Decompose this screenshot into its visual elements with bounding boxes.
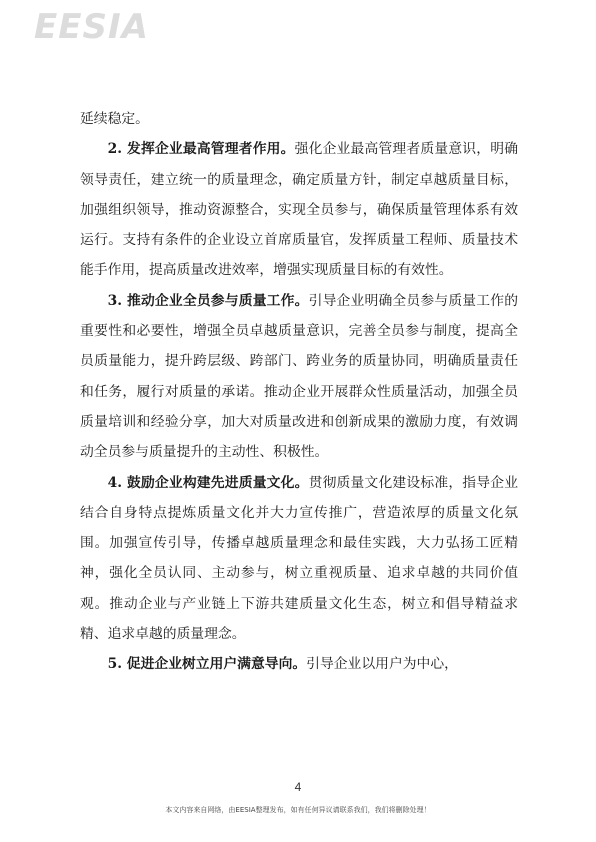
paragraph-5-lead: 5. 促进企业树立用户满意导向。	[107, 656, 307, 673]
paragraph-4-text: 贯彻质量文化建设标准，指导企业结合自身特点提炼质量文化并大力宣传推广，营造浓厚的质量文化氛围。加强宣传引导，传播卓越质量理念和最佳实践，大力弘扬工匠精神，强化全员认同、主动参与，树立重视质量、追求卓越的共同价值观。推动企业与产业链上下游共建质量文化生态，树立和倡导精益求精、追求卓越的质量理念。	[80, 474, 518, 643]
paragraph-2	[80, 134, 518, 285]
paragraph-5-text: 引导企业以用户为中心，	[306, 656, 458, 673]
paragraph-2-text: 强化企业最高管理者质量意识，明确领导责任，建立统一的质量理念，确定质量方针，制定卓越质量目标，加强组织领导，推动资源整合，实现全员参与，确保质量管理体系有效运行。支持有条件的企业设立首席质量官，发挥质量工程师、质量技术能手作用，提高质量改进效率，增强实现质量目标的有效性。	[80, 141, 519, 279]
document-body	[80, 104, 518, 680]
paragraph-4	[80, 468, 518, 650]
paragraph-1-text: 延续稳定。	[80, 111, 149, 127]
eesia-logo: EESIA	[34, 7, 149, 47]
paragraph-3	[80, 286, 518, 468]
paragraph-1	[80, 104, 518, 134]
footer-disclaimer: 本文内容来自网络，由EESIA整理发布，如有任何异议请联系我们，我们将删除处理！	[165, 806, 431, 814]
paragraph-3-text: 引导企业明确全员参与质量工作的重要性和必要性，增强全员卓越质量意识，完善全员参与制度，提高全员质量能力，提升跨层级、跨部门、跨业务的质量协同，明确质量责任和任务，履行对质量的承诺。推动企业开展群众性质量活动，加强全员质量培训和经验分享，加大对质量改进和创新成果的激励力度，有效调动全员参与质量提升的主动性、积极性。	[80, 292, 518, 461]
paragraph-3-lead: 3. 推动企业全员参与质量工作。	[107, 292, 309, 309]
page-number: 4	[294, 780, 302, 794]
paragraph-4-lead: 4. 鼓励企业构建先进质量文化。	[107, 474, 309, 491]
paragraph-2-lead: 2. 发挥企业最高管理者作用。	[107, 141, 295, 158]
paragraph-5	[80, 649, 518, 679]
